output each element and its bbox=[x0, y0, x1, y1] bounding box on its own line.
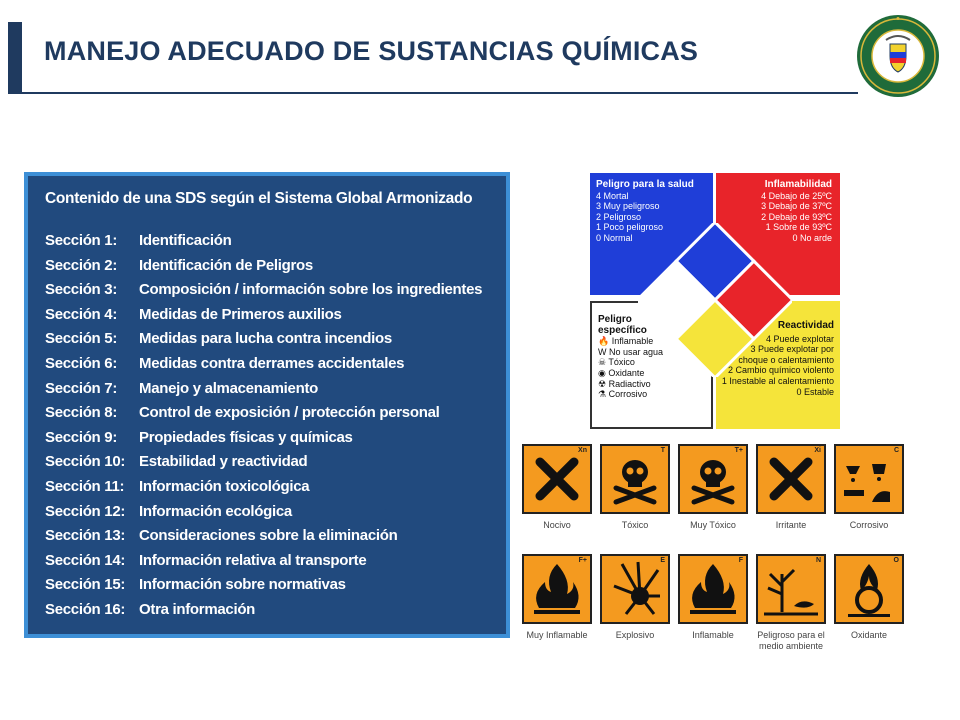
hazard-code: F bbox=[738, 557, 743, 564]
sds-section-row bbox=[45, 355, 506, 380]
sds-section-title: Información toxicológica bbox=[139, 477, 310, 495]
nfpa-reactivity-line: 4 Puede explotar bbox=[765, 333, 834, 344]
hazard-code: O bbox=[893, 557, 899, 564]
sds-section-title: Identificación bbox=[139, 232, 232, 249]
sds-section-number: Sección 6: bbox=[45, 354, 118, 372]
sds-section-title: Propiedades físicas y químicas bbox=[139, 428, 353, 446]
hazard-label: Tóxico bbox=[621, 520, 649, 530]
hazard-code: N bbox=[815, 557, 821, 564]
sds-section-number: Sección 3: bbox=[45, 281, 118, 299]
nfpa-specific-line: 🔥 Inflamable bbox=[598, 336, 654, 347]
sds-section-title: Estabilidad y reactividad bbox=[139, 453, 308, 471]
nfpa-flammability-line: 3 Debajo de 37ºC bbox=[761, 201, 832, 212]
hazard-pictogram bbox=[678, 444, 748, 514]
sds-section-row bbox=[45, 576, 506, 601]
sds-section-number: Sección 9: bbox=[45, 428, 118, 446]
nfpa-flammability-line: 0 No arde bbox=[792, 232, 832, 243]
skull-icon bbox=[680, 446, 746, 512]
hazard-pictogram bbox=[834, 444, 904, 514]
sds-section-row bbox=[45, 330, 506, 355]
sds-section-number: Sección 10: bbox=[45, 453, 126, 471]
sds-section-row bbox=[45, 552, 506, 577]
nfpa-health-line: 3 Muy peligroso bbox=[596, 201, 660, 212]
sds-section-number: Sección 13: bbox=[45, 527, 126, 545]
nfpa-reactivity-line: 2 Cambio químico violento bbox=[727, 365, 834, 376]
nfpa-hazard-card bbox=[590, 173, 840, 429]
sds-section-number: Sección 5: bbox=[45, 330, 118, 348]
sds-section-title: Información sobre normativas bbox=[139, 576, 346, 594]
sds-section-title: Composición / información sobre los ingredientes bbox=[139, 281, 483, 299]
nfpa-flammability-line: 2 Debajo de 93ºC bbox=[761, 211, 832, 222]
nfpa-specific-line: ◉ Oxidante bbox=[598, 367, 645, 378]
corrosion-icon bbox=[836, 446, 902, 512]
nfpa-flammability-title: Inflamabilidad bbox=[764, 179, 832, 190]
sds-section-number: Sección 7: bbox=[45, 379, 118, 397]
hazard-pictogram bbox=[834, 554, 904, 624]
sds-section-title: Manejo y almacenamiento bbox=[139, 379, 318, 397]
hazard-pictogram bbox=[678, 554, 748, 624]
skull-icon bbox=[602, 446, 668, 512]
sds-section-row bbox=[45, 232, 506, 257]
sds-section-title: Medidas para lucha contra incendios bbox=[139, 330, 392, 348]
hazard-pictogram bbox=[756, 444, 826, 514]
hazard-label: Irritante bbox=[775, 520, 807, 530]
nfpa-specific-line: W No usar agua bbox=[598, 346, 664, 357]
sds-section-number: Sección 14: bbox=[45, 551, 126, 569]
x-cross-icon bbox=[524, 446, 590, 512]
hazard-code: C bbox=[893, 447, 899, 454]
flame-icon bbox=[680, 556, 746, 622]
hazard-code: E bbox=[660, 557, 665, 564]
sds-section-number: Sección 8: bbox=[45, 404, 118, 422]
sds-section-title: Información relativa al transporte bbox=[139, 551, 367, 569]
sds-section-title: Información ecológica bbox=[139, 502, 292, 520]
title-accent-bar bbox=[8, 22, 22, 94]
nfpa-flammability-line: 4 Debajo de 25ºC bbox=[761, 190, 832, 201]
slide-title: MANEJO ADECUADO DE SUSTANCIAS QUÍMICAS bbox=[44, 36, 699, 66]
oxidizer-icon bbox=[836, 556, 902, 622]
hazard-code: F+ bbox=[578, 557, 587, 564]
nfpa-health-line: 4 Mortal bbox=[596, 190, 629, 201]
sds-section-row bbox=[45, 478, 506, 503]
sds-section-title: Otra información bbox=[139, 600, 256, 618]
hazard-pictogram bbox=[522, 554, 592, 624]
environment-icon bbox=[758, 556, 824, 622]
nfpa-reactivity-line: 3 Puede explotar por bbox=[750, 344, 834, 355]
nfpa-health-line: 0 Normal bbox=[596, 232, 633, 243]
sds-section-row bbox=[45, 453, 506, 478]
hazard-label: Peligroso para el medio ambiente bbox=[757, 630, 825, 651]
sds-section-number: Sección 16: bbox=[45, 600, 126, 618]
nfpa-reactivity-line: 1 Inestable al calentamiento bbox=[721, 375, 834, 386]
sds-section-title: Identificación de Peligros bbox=[139, 256, 313, 274]
hazard-label: Explosivo bbox=[615, 630, 655, 640]
title-underline bbox=[22, 92, 858, 94]
hazard-pictogram bbox=[600, 554, 670, 624]
nfpa-specific-line: ⚗ Corrosivo bbox=[598, 389, 648, 400]
sds-section-title: Medidas contra derrames accidentales bbox=[139, 354, 405, 372]
sds-section-number: Sección 1: bbox=[45, 232, 118, 249]
nfpa-health-line: 2 Peligroso bbox=[596, 211, 642, 222]
nfpa-health-title: Peligro para la salud bbox=[596, 179, 694, 190]
nfpa-reactivity-line: choque o calentamiento bbox=[738, 354, 834, 365]
hazard-label: Nocivo bbox=[543, 520, 571, 530]
sds-heading: Contenido de una SDS según el Sistema Global Armonizado bbox=[45, 190, 473, 207]
nfpa-reactivity-line: 0 Estable bbox=[796, 386, 834, 397]
police-seal-logo bbox=[856, 14, 940, 98]
sds-section-row bbox=[45, 404, 506, 429]
sds-section-number: Sección 12: bbox=[45, 502, 126, 520]
nfpa-specific-line: ☢ Radiactivo bbox=[598, 378, 651, 389]
hazard-code: T bbox=[660, 447, 665, 454]
nfpa-diamond-icon bbox=[638, 223, 792, 377]
sds-section-title: Control de exposición / protección personal bbox=[139, 404, 440, 422]
hazard-label: Muy Tóxico bbox=[690, 520, 736, 530]
nfpa-health-line: 1 Poco peligroso bbox=[596, 222, 664, 233]
hazard-code: T+ bbox=[734, 447, 743, 454]
sds-section-row bbox=[45, 601, 506, 626]
nfpa-specific-line: ☠ Tóxico bbox=[598, 357, 635, 368]
sds-section-title: Consideraciones sobre la eliminación bbox=[139, 527, 398, 545]
nfpa-reactivity-title: Reactividad bbox=[777, 320, 834, 331]
nfpa-specific-title: Peligro específico bbox=[598, 314, 647, 336]
sds-section-row bbox=[45, 527, 506, 552]
sds-section-row bbox=[45, 306, 506, 331]
hazard-label: Oxidante bbox=[850, 630, 888, 640]
hazard-code: Xn bbox=[578, 447, 587, 454]
sds-content-panel bbox=[24, 172, 510, 638]
sds-section-list bbox=[45, 232, 506, 626]
hazard-pictograms bbox=[522, 444, 942, 658]
hazard-label: Corrosivo bbox=[849, 520, 889, 530]
flame-icon bbox=[524, 556, 590, 622]
sds-section-row bbox=[45, 281, 506, 306]
sds-section-number: Sección 4: bbox=[45, 305, 118, 323]
explosion-icon bbox=[602, 556, 668, 622]
sds-section-row bbox=[45, 503, 506, 528]
hazard-label: Muy Inflamable bbox=[526, 630, 588, 640]
hazard-pictogram bbox=[756, 554, 826, 624]
nfpa-flammability-line: 1 Sobre de 93ºC bbox=[765, 222, 832, 233]
sds-section-number: Sección 15: bbox=[45, 576, 126, 594]
hazard-code: Xi bbox=[814, 447, 821, 454]
sds-section-number: Sección 11: bbox=[45, 477, 125, 495]
x-cross-icon bbox=[758, 446, 824, 512]
sds-section-row bbox=[45, 257, 506, 282]
hazard-pictogram bbox=[600, 444, 670, 514]
hazard-label: Inflamable bbox=[692, 630, 734, 640]
sds-section-number: Sección 2: bbox=[45, 256, 118, 274]
sds-section-row bbox=[45, 429, 506, 454]
sds-section-row bbox=[45, 380, 506, 405]
sds-section-title: Medidas de Primeros auxilios bbox=[139, 305, 342, 323]
hazard-pictogram bbox=[522, 444, 592, 514]
